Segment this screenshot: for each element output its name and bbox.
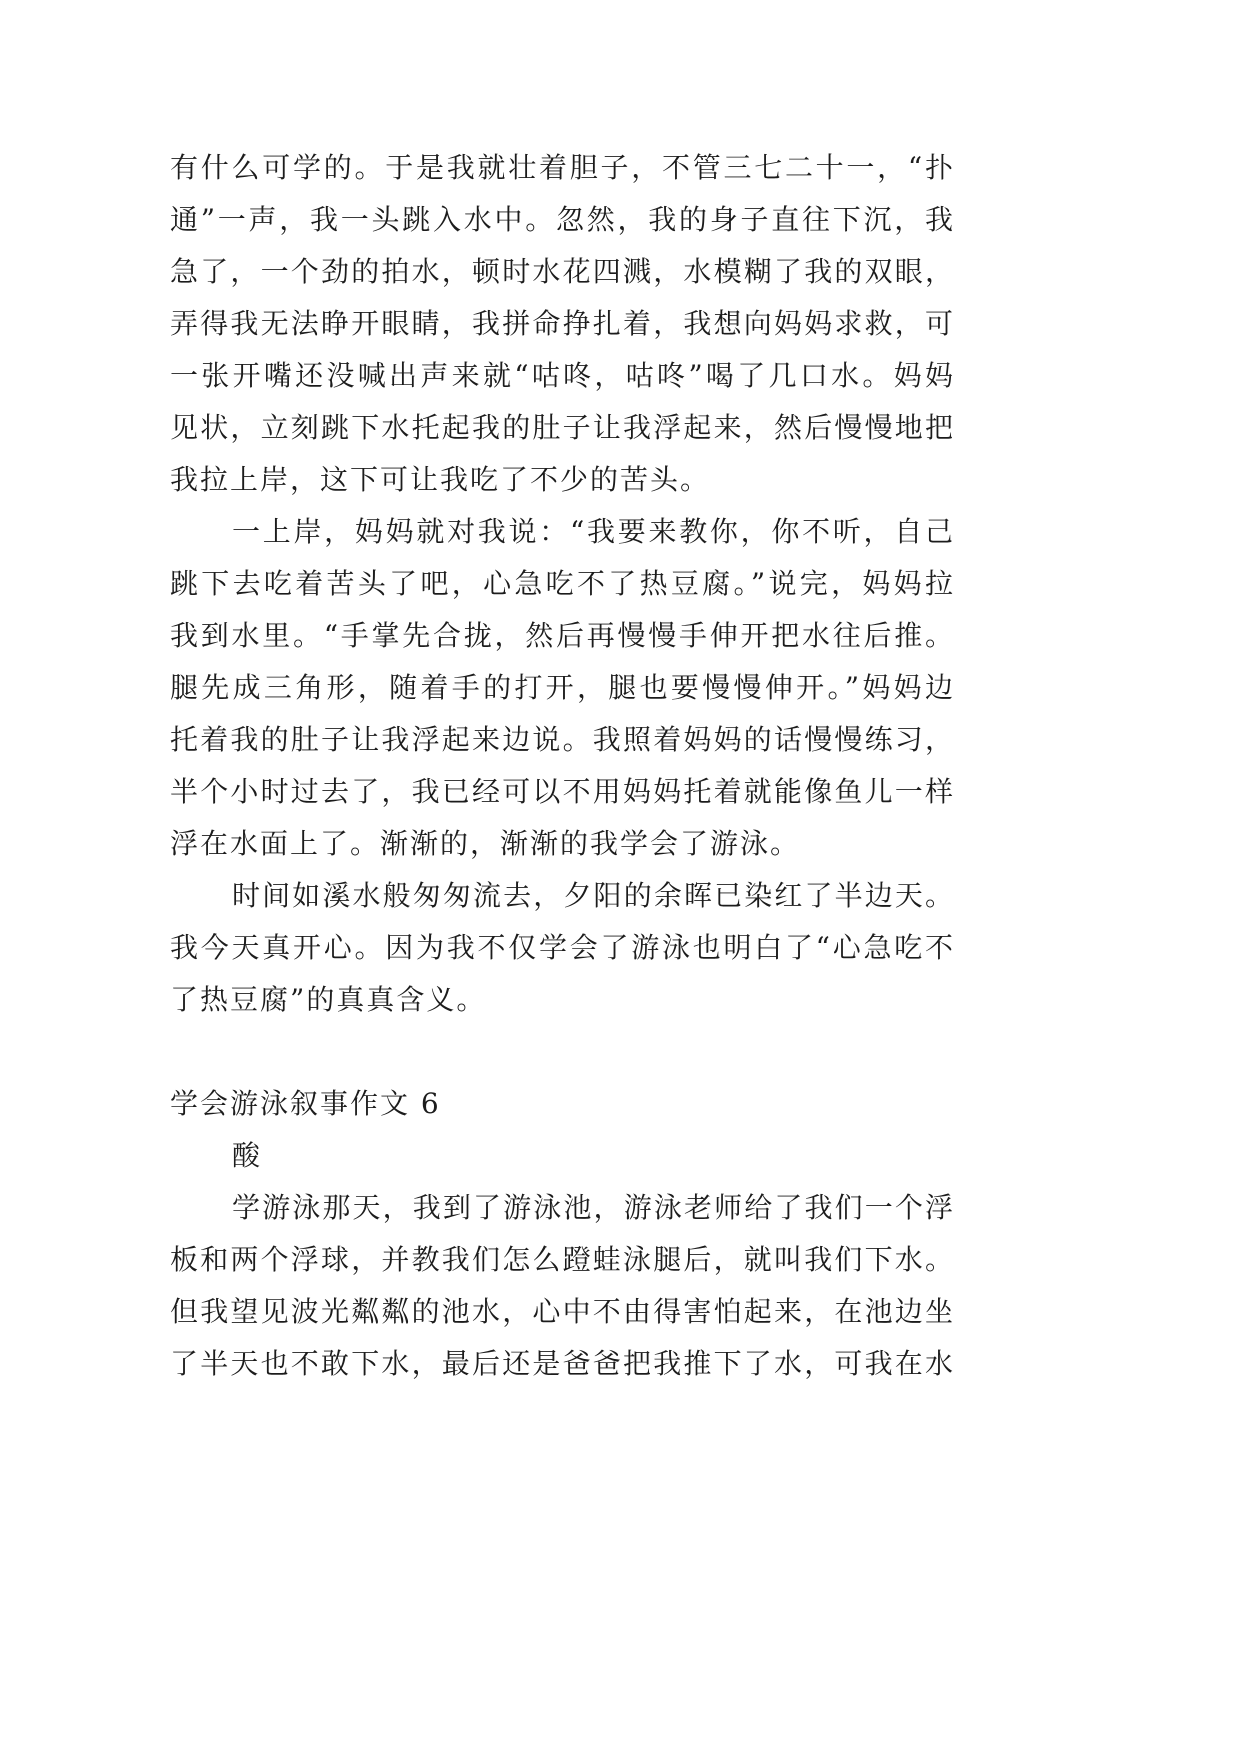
paragraph-line: 托着我的肚子让我浮起来边说。我照着妈妈的话慢慢练习， bbox=[170, 723, 953, 756]
paragraph-line: 一张开嘴还没喊出声来就“咕咚，咕咚”喝了几口水。妈妈 bbox=[170, 359, 953, 392]
paragraph-line: 有什么可学的。于是我就壮着胆子，不管三七二十一，“扑 bbox=[170, 151, 953, 184]
paragraph bbox=[170, 506, 953, 870]
paragraph bbox=[170, 1182, 953, 1390]
paragraph-line: 时间如溪水般匆匆流去，夕阳的余晖已染红了半边天。 bbox=[232, 879, 953, 912]
paragraph-line: 我今天真开心。因为我不仅学会了游泳也明白了“心急吃不 bbox=[170, 931, 953, 964]
paragraph-line: 板和两个浮球，并教我们怎么蹬蛙泳腿后，就叫我们下水。 bbox=[170, 1243, 953, 1276]
paragraph-line: 但我望见波光粼粼的池水，心中不由得害怕起来，在池边坐 bbox=[170, 1295, 953, 1328]
paragraph-line: 腿先成三角形，随着手的打开，腿也要慢慢伸开。”妈妈边 bbox=[170, 671, 953, 704]
paragraph-line: 我拉上岸，这下可让我吃了不少的苦头。 bbox=[170, 463, 711, 496]
paragraph-line: 我到水里。“手掌先合拢，然后再慢慢手伸开把水往后推。 bbox=[170, 619, 953, 652]
paragraph-line: 急了，一个劲的拍水，顿时水花四溅，水模糊了我的双眼， bbox=[170, 255, 953, 288]
section-heading: 学会游泳叙事作文 6 bbox=[170, 1087, 441, 1120]
paragraph bbox=[170, 142, 953, 506]
document-body bbox=[170, 142, 953, 1390]
paragraph bbox=[170, 870, 953, 1026]
paragraph-line: 弄得我无法睁开眼睛，我拼命挣扎着，我想向妈妈求救，可 bbox=[170, 307, 953, 340]
section-spacer bbox=[170, 1026, 953, 1078]
paragraph-line: 半个小时过去了，我已经可以不用妈妈托着就能像鱼儿一样 bbox=[170, 775, 953, 808]
paragraph-line: 浮在水面上了。渐渐的，渐渐的我学会了游泳。 bbox=[170, 827, 801, 860]
paragraph-line: 了半天也不敢下水，最后还是爸爸把我推下了水，可我在水 bbox=[170, 1347, 953, 1380]
paragraph-line: 一上岸，妈妈就对我说：“我要来教你，你不听，自己 bbox=[232, 515, 953, 548]
paragraph-line: 见状，立刻跳下水托起我的肚子让我浮起来，然后慢慢地把 bbox=[170, 411, 953, 444]
paragraph-line: 了热豆腐”的真真含义。 bbox=[170, 983, 487, 1016]
paragraph-line: 通”一声，我一头跳入水中。忽然，我的身子直往下沉，我 bbox=[170, 203, 953, 236]
author-name: 酸 bbox=[232, 1139, 263, 1172]
paragraph-line: 跳下去吃着苦头了吧，心急吃不了热豆腐。”说完，妈妈拉 bbox=[170, 567, 953, 600]
paragraph-line: 学游泳那天，我到了游泳池，游泳老师给了我们一个浮 bbox=[232, 1191, 953, 1224]
